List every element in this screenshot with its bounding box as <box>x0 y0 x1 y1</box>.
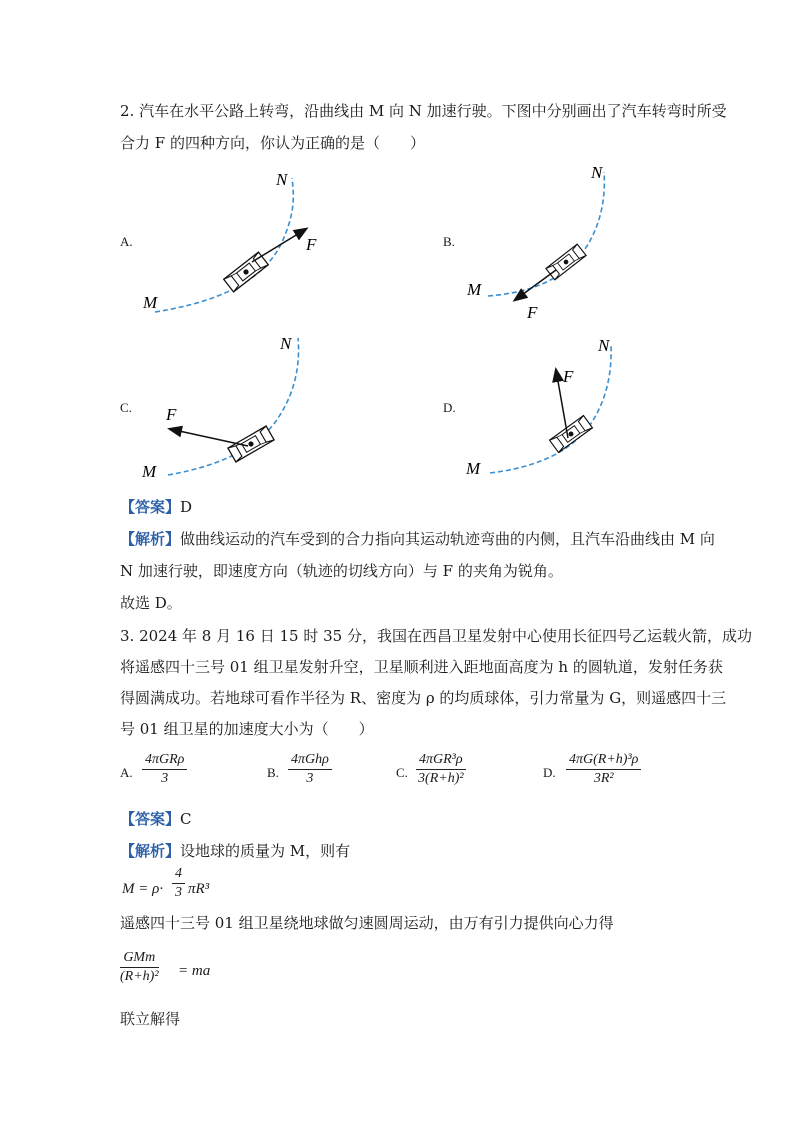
label-n: N <box>276 170 288 189</box>
q3-text2: 遥感四十三号 01 组卫星绕地球做匀速圆周运动，由万有引力提供向心力得 <box>120 914 614 932</box>
q3-stem-line3: 得圆满成功。若地球可看作半径为 R、密度为 ρ 的均质球体，引力常量为 G，则遥感四十三 <box>120 689 727 707</box>
label-n: N <box>598 336 610 355</box>
q2-stem-line2: 合力 F 的四种方向，你认为正确的是（ ） <box>120 134 425 152</box>
analysis-text: 做曲线运动的汽车受到的合力指向其运动轨迹弯曲的内侧，且汽车沿曲线由 M 向 <box>180 530 715 548</box>
label-f: F <box>306 235 317 254</box>
figure-b <box>466 163 604 322</box>
q3-option-b-label: B. <box>267 765 279 780</box>
q2-figures <box>0 0 794 500</box>
q2-answer <box>120 496 192 518</box>
q3-option-a-label: A. <box>120 765 133 780</box>
q3-option-b-fraction: 4πGhρ 3 <box>288 752 332 787</box>
label-n: N <box>591 163 603 182</box>
eq1-fraction: $\frac{4}{3}$ <box>172 866 185 901</box>
answer-tag: 【答案】 <box>120 810 181 828</box>
q3-option-c-fraction: 4πGR³ρ 3(R+h)² <box>416 752 466 787</box>
answer-value: D <box>180 498 193 516</box>
q2-option-a-label: A. <box>120 234 133 249</box>
analysis-tag: 【解析】 <box>120 530 181 548</box>
answer-value: C <box>180 810 192 828</box>
q2-conclusion: 故选 D。 <box>120 594 182 612</box>
label-f: F <box>527 303 538 322</box>
label-f: F <box>563 367 574 386</box>
label-f: F <box>166 405 177 424</box>
label-m: M <box>143 293 158 312</box>
q2-analysis-line1 <box>120 528 715 550</box>
label-n: N <box>280 334 292 353</box>
q3-analysis-line1 <box>120 840 350 862</box>
q3-stem-line2: 将遥感四十三号 01 组卫星发射升空，卫星顺利进入距地面高度为 h 的圆轨道，发射任务获 <box>120 658 723 676</box>
q2-stem-line1: 2. 汽车在水平公路上转弯，沿曲线由 M 向 N 加速行驶。下图中分别画出了汽车转弯时所受 <box>120 102 727 120</box>
q2-analysis-line2: N 加速行驶，即速度方向（轨迹的切线方向）与 F 的夹角为锐角。 <box>120 562 563 580</box>
figure-a <box>142 170 317 312</box>
label-m: M <box>466 459 481 478</box>
eq2-fraction: GMm (R+h)² <box>120 950 159 984</box>
eq1-rhs: πR³ <box>188 881 210 897</box>
q2-option-d-label: D. <box>443 400 456 415</box>
eq1-lhs: M = ρ· <box>122 881 164 897</box>
q2-option-b-label: B. <box>443 234 455 249</box>
q3-option-d-fraction: $\frac{\text{4πG(R+h)³ρ}}{\text{3R²}}$ <box>566 752 641 787</box>
q3-stem-line1: 3. 2024 年 8 月 16 日 15 时 35 分，我国在西昌卫星发射中心使用长征四号乙运载火箭，成功 <box>120 627 752 645</box>
q2-option-c-label: C. <box>120 400 132 415</box>
figure-d <box>465 336 611 478</box>
analysis-tag: 【解析】 <box>120 842 181 860</box>
q3-text3: 联立解得 <box>120 1010 181 1028</box>
eq2-rhs: = ma <box>178 963 211 979</box>
q3-answer <box>120 808 192 830</box>
q3-option-c-label: C. <box>396 765 408 780</box>
figure-c <box>141 334 299 481</box>
q3-option-d-label: D. <box>543 765 556 780</box>
label-m: M <box>142 462 157 481</box>
answer-tag: 【答案】 <box>120 498 181 516</box>
q3-option-a-fraction: 4πGRρ 3 <box>142 752 187 787</box>
q3-stem-line4: 号 01 组卫星的加速度大小为（ ） <box>120 720 374 738</box>
analysis-text: 设地球的质量为 M，则有 <box>180 842 351 860</box>
label-m: M <box>467 280 482 299</box>
